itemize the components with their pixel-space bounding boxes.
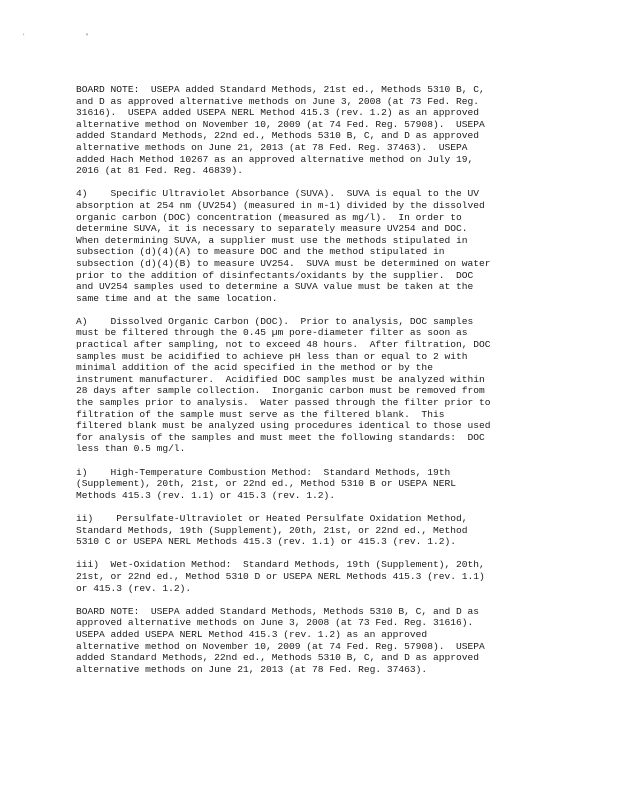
text-line: prior to the addition of disinfectants/oxidants by the supplier. DOC [76, 269, 474, 281]
text-line: BOARD NOTE: USEPA added Standard Methods, Methods 5310 B, C, and D as [76, 605, 480, 617]
text-line: minimal addition of the acid specified in the method or by the [76, 362, 433, 374]
text-line: same time and at the same location. [76, 292, 278, 304]
text-line: absorption at 254 nm (UV254) (measured in m-1) divided by the dissolved [76, 199, 485, 211]
text-line: alternative method on November 10, 2009 (at 74 Fed. Reg. 57908). USEPA [76, 640, 485, 652]
text-line: A) Dissolved Organic Carbon (DOC). Prior to analysis, DOC samples [76, 315, 474, 327]
text-line: subsection (d)(4)(A) to measure DOC and the method stipulated in [76, 246, 445, 258]
text-line: practical after sampling, not to exceed 48 hours. After filtration, DOC [76, 339, 491, 351]
text-line: or 415.3 (rev. 1.2). [76, 582, 192, 594]
text-line: added Standard Methods, 22nd ed., Methods 5310 B, C, and D as approved [76, 130, 480, 142]
method-iii-paragraph [76, 559, 596, 594]
text-line: samples must be acidified to achieve pH less than or equal to 2 with [76, 350, 468, 362]
text-line: the samples prior to analysis. Water passed through the filter prior to [76, 397, 491, 409]
text-line: subsection (d)(4)(B) to measure UV254. SUVA must be determined on water [76, 257, 491, 269]
text-line: less than 0.5 mg/l. [76, 443, 186, 455]
board-note-paragraph [76, 606, 596, 676]
text-line: alternative methods on June 21, 2013 (at 78 Fed. Reg. 37463). USEPA [76, 141, 468, 153]
text-line: 21st, or 22nd ed., Method 5310 D or USEPA NERL Methods 415.3 (rev. 1.1) [76, 570, 485, 582]
text-line: filtration of the sample must serve as the filtered blank. This [76, 408, 445, 420]
text-line: 4) Specific Ultraviolet Absorbance (SUVA). SUVA is equal to the UV [76, 188, 480, 200]
text-line: must be filtered through the 0.45 µm pore-diameter filter as soon as [76, 327, 468, 339]
text-line: 28 days after sample collection. Inorganic carbon must be removed from [76, 385, 485, 397]
text-line: added Standard Methods, 22nd ed., Methods 5310 B, C, and D as approved [76, 652, 480, 664]
suva-paragraph [76, 188, 596, 304]
text-line: alternative method on November 10, 2009 (at 74 Fed. Reg. 57908). USEPA [76, 118, 485, 130]
text-line: organic carbon (DOC) concentration (measured as mg/l). In order to [76, 211, 462, 223]
text-line: added Hach Method 10267 as an approved alternative method on July 19, [76, 153, 474, 165]
text-line: and D as approved alternative methods on June 3, 2008 (at 73 Fed. Reg. [76, 95, 480, 107]
text-line: instrument manufacturer. Acidified DOC samples must be analyzed within [76, 373, 485, 385]
text-line: 31616). USEPA added USEPA NERL Method 415.3 (rev. 1.2) as an approved [76, 107, 480, 119]
text-line: iii) Wet-Oxidation Method: Standard Methods, 19th (Supplement), 20th, [76, 559, 485, 571]
doc-paragraph [76, 316, 596, 455]
document-body [76, 84, 596, 687]
text-line: alternative methods on June 21, 2013 (at 78 Fed. Reg. 37463). [76, 663, 428, 675]
text-line: BOARD NOTE: USEPA added Standard Methods, 21st ed., Methods 5310 B, C, [76, 84, 485, 95]
board-note-paragraph [76, 84, 596, 177]
text-line: determine SUVA, it is necessary to separately measure UV254 and DOC. [76, 223, 468, 235]
text-line: USEPA added USEPA NERL Method 415.3 (rev. 1.2) as an approved [76, 628, 428, 640]
text-line: approved alternative methods on June 3, 2008 (at 73 Fed. Reg. 31616). [76, 617, 474, 629]
text-line: and UV254 samples used to determine a SUVA value must be taken at the [76, 281, 474, 293]
text-line: i) High-Temperature Combustion Method: Standard Methods, 19th [76, 466, 451, 478]
text-line: Standard Methods, 19th (Supplement), 20th, 21st, or 22nd ed., Method [76, 524, 468, 536]
method-i-paragraph [76, 467, 596, 502]
text-line: ii) Persulfate-Ultraviolet or Heated Persulfate Oxidation Method, [76, 512, 468, 524]
scan-corner-marks: ' " [22, 33, 117, 40]
text-line: for analysis of the samples and must meet the following standards: DOC [76, 431, 485, 443]
text-line: 5310 C or USEPA NERL Methods 415.3 (rev. 1.1) or 415.3 (rev. 1.2). [76, 536, 456, 548]
text-line: 2016 (at 81 Fed. Reg. 46839). [76, 165, 243, 177]
text-line: When determining SUVA, a supplier must use the methods stipulated in [76, 234, 468, 246]
text-line: filtered blank must be analyzed using procedures identical to those used [76, 420, 491, 432]
text-line: (Supplement), 20th, 21st, or 22nd ed., Method 5310 B or USEPA NERL [76, 478, 456, 490]
text-line: Methods 415.3 (rev. 1.1) or 415.3 (rev. 1.2). [76, 489, 336, 501]
method-ii-paragraph [76, 513, 596, 548]
